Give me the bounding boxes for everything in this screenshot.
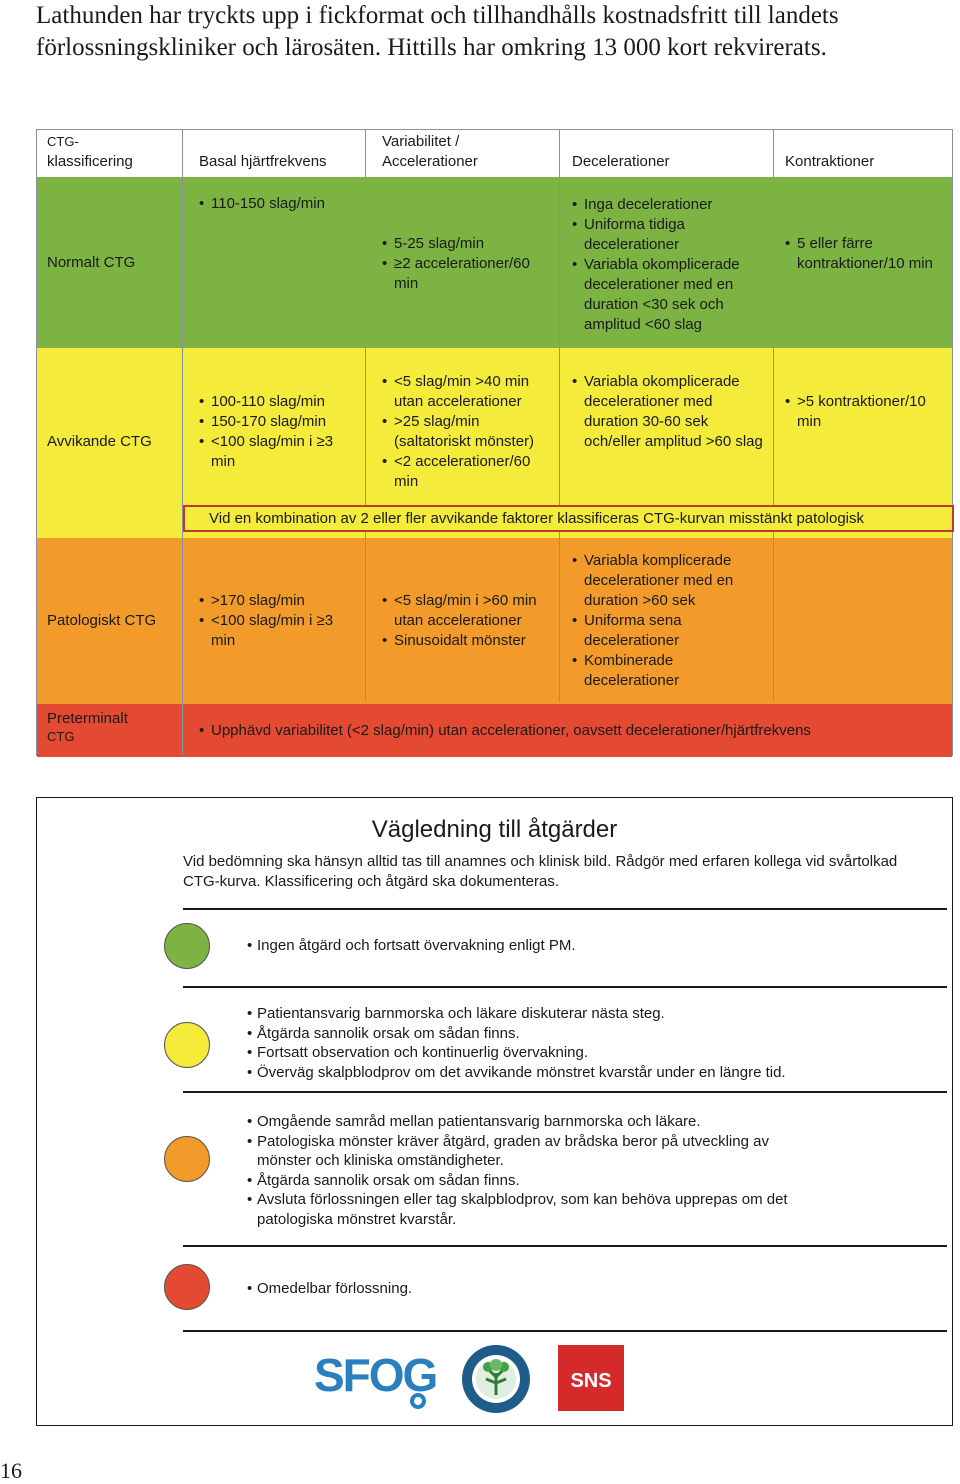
list-item: • Sinusoidalt mönster bbox=[382, 631, 553, 651]
sfog-logo-text: SFOG bbox=[314, 1349, 437, 1401]
preterminal-label-line2: CTG bbox=[47, 729, 75, 744]
header-variability bbox=[366, 130, 559, 177]
green-actions bbox=[247, 936, 887, 956]
list-item: • Inga decelerationer bbox=[572, 195, 767, 215]
list-item: • Omgående samråd mellan patientansvarig barnmorska och läkare. bbox=[247, 1112, 817, 1132]
yellow-actions bbox=[247, 1004, 887, 1082]
divider bbox=[183, 1330, 947, 1332]
list-item: • >170 slag/min bbox=[199, 591, 359, 611]
row-normal bbox=[37, 177, 952, 348]
list-item: • Upphävd variabilitet (<2 slag/min) utan accelerationer, oavsett decelerationer/hjärtfrekvens bbox=[199, 721, 811, 741]
row-pathological-label-text: Patologiskt CTG bbox=[47, 612, 157, 629]
preterminal-label-line1: Preterminalt bbox=[47, 710, 128, 727]
list-item: • Åtgärda sannolik orsak om sådan finns. bbox=[247, 1024, 887, 1044]
intro-line-2: förlossningskliniker och lärosäten. Hittills har omkring 13 000 kort rekvirerats. bbox=[36, 34, 827, 61]
list-item: • ≥2 accelerationer/60 min bbox=[382, 254, 553, 294]
pathological-decelerations bbox=[560, 538, 773, 704]
green-indicator-icon bbox=[164, 923, 210, 969]
list-item: • 150-170 slag/min bbox=[199, 412, 359, 432]
header-ctg-prefix: CTG- bbox=[47, 134, 79, 149]
header-variability-line1: Variabilitet / bbox=[382, 133, 460, 150]
row-pathological bbox=[37, 538, 952, 704]
list-item: • 110-150 slag/min bbox=[199, 194, 325, 214]
list-item: • Variabla komplicerade decelerationer med en duration >60 sek bbox=[572, 551, 767, 611]
row-preterminal-label bbox=[37, 704, 182, 757]
list-item: • Variabla okomplicerade decelerationer med duration 30-60 sek och/eller amplitud >60 slag bbox=[572, 372, 767, 452]
sfog-logo-graphic bbox=[314, 1343, 452, 1415]
list-item: • 5 eller färre kontraktioner/10 min bbox=[785, 234, 948, 274]
grid-line bbox=[182, 130, 183, 755]
list-item: • <100 slag/min i ≥3 min bbox=[199, 432, 359, 472]
pathological-basal bbox=[183, 538, 365, 704]
list-item: • <2 accelerationer/60 min bbox=[382, 452, 553, 492]
list-item: • <5 slag/min >40 min utan accelerationer bbox=[382, 372, 553, 412]
divider bbox=[183, 908, 947, 910]
sfog-logo bbox=[314, 1343, 452, 1415]
midwives-association-seal bbox=[460, 1343, 532, 1415]
header-contractions bbox=[774, 130, 954, 177]
list-item: • Omedelbar förlossning. bbox=[247, 1279, 887, 1299]
row-deviant-label-text: Avvikande CTG bbox=[47, 433, 152, 450]
header-ctg-classification bbox=[37, 130, 182, 177]
header-decelerations-label: Decelerationer bbox=[572, 153, 670, 170]
pathological-variability bbox=[366, 538, 559, 704]
list-item: • Avsluta förlossningen eller tag skalpblodprov, som kan behöva upprepas om det patologiska mönstret kvarstår. bbox=[247, 1190, 817, 1229]
orange-indicator-icon bbox=[164, 1136, 210, 1182]
sns-logo bbox=[556, 1343, 626, 1415]
divider bbox=[183, 986, 947, 988]
row-normal-label bbox=[37, 177, 182, 348]
list-item: • Uniforma tidiga decelerationer bbox=[572, 215, 767, 255]
list-item: • Variabla okomplicerade decelerationer med en duration <30 sek och amplitud <60 slag bbox=[572, 255, 767, 335]
page-number: 16 bbox=[0, 1458, 22, 1483]
seal-graphic bbox=[460, 1343, 532, 1415]
normal-contractions bbox=[774, 177, 954, 348]
normal-decelerations bbox=[560, 177, 773, 348]
header-decelerations bbox=[560, 130, 773, 177]
list-item: • >25 slag/min (saltatoriskt mönster) bbox=[382, 412, 553, 452]
list-item: • <100 slag/min i ≥3 min bbox=[199, 611, 359, 651]
divider bbox=[183, 1245, 947, 1247]
header-contractions-label: Kontraktioner bbox=[785, 153, 875, 170]
list-item: • >5 kontraktioner/10 min bbox=[785, 392, 948, 432]
guidance-box bbox=[36, 797, 953, 1426]
ctg-classification-table bbox=[36, 129, 953, 756]
sns-logo-text: SNS bbox=[570, 1370, 612, 1392]
intro-paragraph bbox=[36, 0, 946, 64]
red-actions bbox=[247, 1279, 887, 1299]
red-indicator-icon bbox=[164, 1264, 210, 1310]
table-header-row bbox=[37, 130, 952, 178]
header-variability-line2: Accelerationer bbox=[382, 153, 478, 170]
grid-line bbox=[559, 130, 560, 702]
divider bbox=[183, 1091, 947, 1093]
header-classification: klassificering bbox=[47, 153, 133, 170]
yellow-indicator-icon bbox=[164, 1022, 210, 1068]
list-item: • Fortsatt observation och kontinuerlig övervakning. bbox=[247, 1043, 887, 1063]
list-item: • 5-25 slag/min bbox=[382, 234, 553, 254]
normal-basal bbox=[183, 177, 365, 348]
grid-line bbox=[773, 130, 774, 702]
intro-line-1: Lathunden har tryckts upp i fickformat och tillhandhålls kostnadsfritt till landets bbox=[36, 2, 839, 29]
list-item: • Åtgärda sannolik orsak om sådan finns. bbox=[247, 1171, 817, 1191]
orange-actions bbox=[247, 1112, 817, 1229]
header-basal bbox=[183, 130, 365, 177]
list-item: • Patologiska mönster kräver åtgärd, graden av brådska beror på utveckling av mönster och kliniska omständigheter. bbox=[247, 1132, 817, 1171]
list-item: • Uniforma sena decelerationer bbox=[572, 611, 767, 651]
row-deviant-label bbox=[37, 348, 182, 538]
list-item: • <5 slag/min i >60 min utan accelerationer bbox=[382, 591, 553, 631]
list-item: • 100-110 slag/min bbox=[199, 392, 359, 412]
grid-line bbox=[365, 130, 366, 702]
row-pathological-label bbox=[37, 538, 182, 704]
guidance-intro: Vid bedömning ska hänsyn alltid tas till anamnes och klinisk bild. Rådgör med erfaren kollega vid svårtolkad CTG-kurva. Klassificering och åtgärd ska dokumenteras. bbox=[183, 853, 898, 890]
combination-note: Vid en kombination av 2 eller fler avvikande faktorer klassificeras CTG-kurvan misstänkt patologisk bbox=[183, 505, 954, 532]
header-basal-label: Basal hjärtfrekvens bbox=[199, 153, 327, 170]
row-preterminal bbox=[37, 704, 952, 757]
preterminal-description bbox=[183, 704, 954, 757]
guidance-title: Vägledning till åtgärder bbox=[371, 816, 618, 843]
sns-logo-graphic bbox=[556, 1343, 626, 1415]
list-item: • Ingen åtgärd och fortsatt övervakning enligt PM. bbox=[247, 936, 887, 956]
list-item: • Kombinerade decelerationer bbox=[572, 651, 767, 691]
normal-variability bbox=[366, 177, 559, 348]
list-item: • Överväg skalpblodprov om det avvikande mönstret kvarstår under en längre tid. bbox=[247, 1063, 887, 1083]
row-normal-label-text: Normalt CTG bbox=[47, 253, 136, 271]
list-item: • Patientansvarig barnmorska och läkare diskuterar nästa steg. bbox=[247, 1004, 887, 1024]
